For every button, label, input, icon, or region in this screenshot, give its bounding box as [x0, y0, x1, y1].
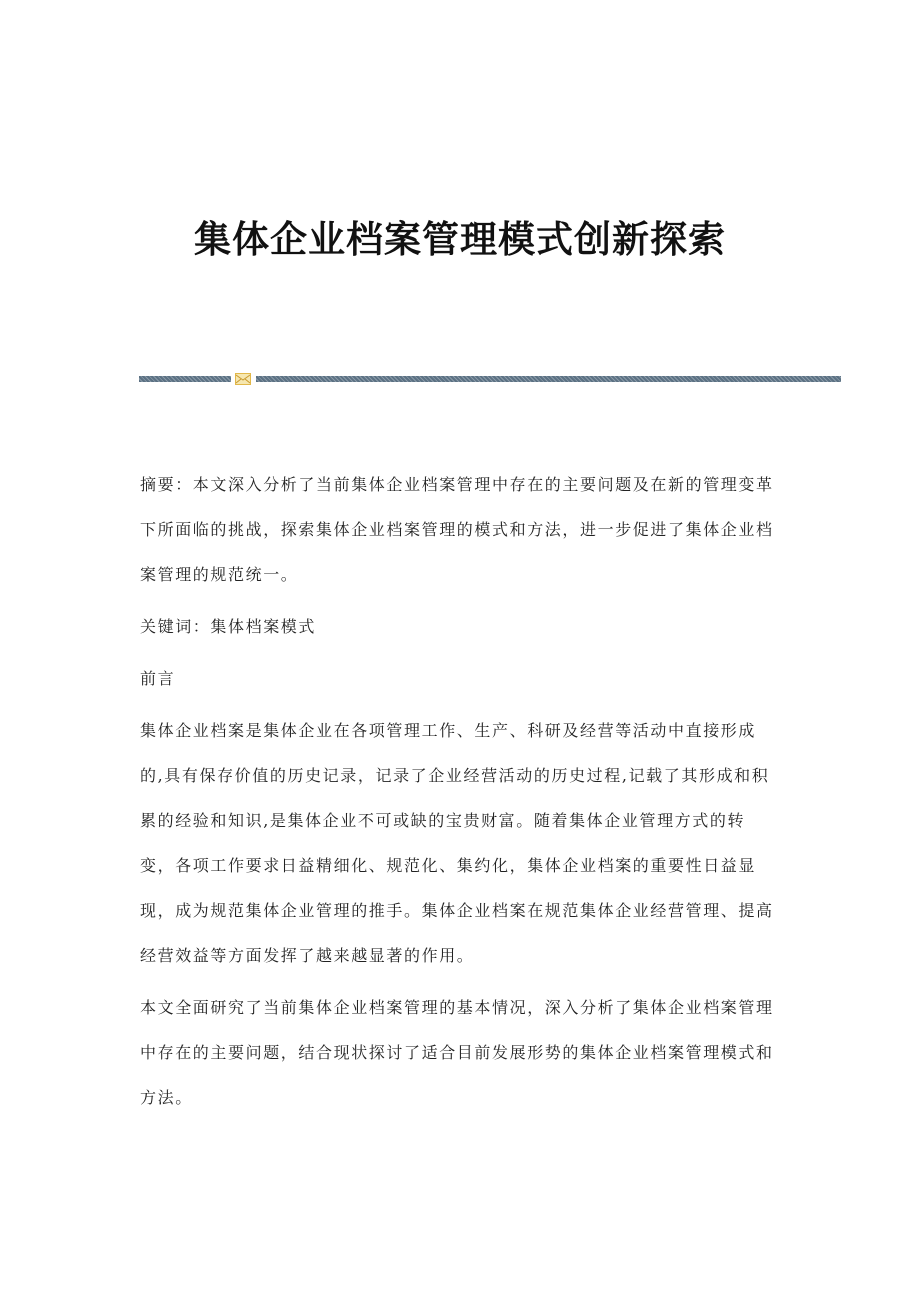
- preface-heading: 前言: [140, 669, 176, 688]
- abstract-paragraph: 摘要：本文深入分析了当前集体企业档案管理中存在的主要问题及在新的管理变革下所面临的挑战，探索集体企业档案管理的模式和方法，进一步促进了集体企业档案管理的规范统一。: [140, 475, 774, 584]
- title-divider: [139, 373, 841, 385]
- ornament-icon: [235, 373, 251, 385]
- body-paragraph: 集体企业档案是集体企业在各项管理工作、生产、科研及经营等活动中直接形成的,具有保存价值的历史记录，记录了企业经营活动的历史过程,记载了其形成和积累的经验和知识,是集体企业不可或缺的宝贵财富。随着集体企业管理方式的转变，各项工作要求日益精细化、规范化、集约化，集体企业档案的重要性日益显现，成为规范集体企业管理的推手。集体企业档案在规范集体企业经营管理、提高经营效益等方面发挥了越来越显著的作用。: [140, 721, 774, 965]
- document-body: [140, 462, 780, 1127]
- page-title: 集体企业档案管理模式创新探索: [194, 218, 726, 261]
- divider-bar-right: [256, 376, 841, 382]
- divider-bar-left: [139, 376, 231, 382]
- keywords-line: 关键词：集体档案模式: [140, 617, 317, 636]
- body-paragraph: 本文全面研究了当前集体企业档案管理的基本情况，深入分析了集体企业档案管理中存在的主要问题，结合现状探讨了适合目前发展形势的集体企业档案管理模式和方法。: [140, 998, 774, 1107]
